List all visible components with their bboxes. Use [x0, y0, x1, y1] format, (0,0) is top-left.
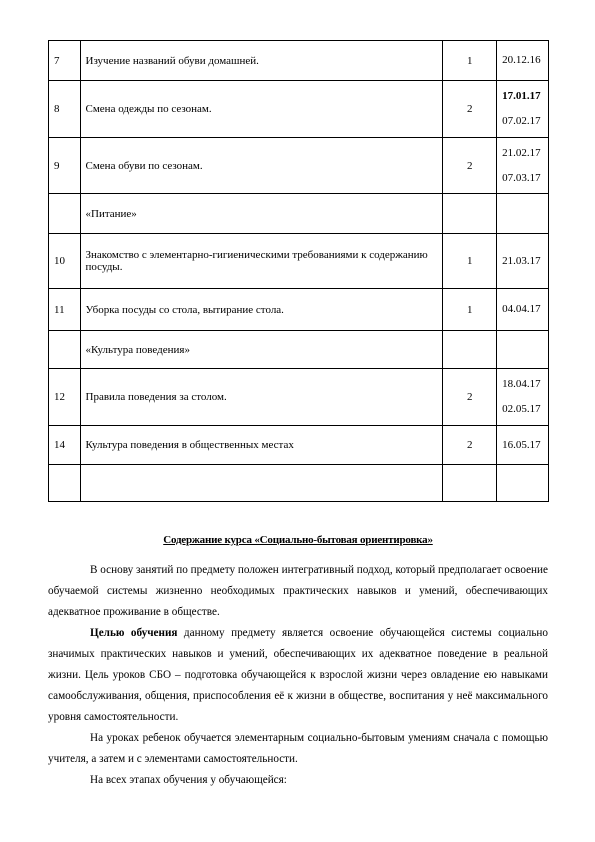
lesson-date: 04.04.17 — [502, 303, 541, 315]
paragraph-text: данному предмету является освоение обучающейся системы социально значимых практических навыков и умений, обеспечивающих их адекватное поведение в реальной жизни. Цель уроков СБО – подготовка обучающейся к взрослой жизни через овладение ею навыками самообслуживания, общения, приспособления её к жизни в обществе, воспитания у неё максимального уровня самостоятельности. — [48, 627, 548, 723]
lesson-title: Изучение названий обуви домашней. — [80, 41, 443, 81]
lesson-date: 07.03.17 — [502, 171, 541, 184]
lesson-number: 9 — [49, 138, 81, 194]
lesson-plan-table — [48, 40, 549, 502]
lesson-date: 17.01.17 — [502, 90, 541, 102]
paragraph: В основу занятий по предмету положен интегративный подход, который предполагает освоение обучаемой системы жизненно необходимых практических навыков и умений, обеспечивающих адекватное проживание в обществе. — [48, 564, 548, 618]
lesson-dates — [497, 289, 549, 331]
lesson-date: 16.05.17 — [502, 438, 541, 451]
lesson-date: 02.05.17 — [502, 403, 541, 415]
table-row — [49, 465, 549, 502]
paragraph: На всех этапах обучения у обучающейся: — [90, 774, 287, 786]
lesson-number: 7 — [49, 41, 81, 81]
lesson-dates — [497, 81, 549, 138]
lesson-title: Культура поведения в общественных местах — [80, 426, 443, 465]
lesson-date: 21.03.17 — [502, 254, 541, 267]
course-content-section — [48, 534, 548, 791]
lesson-date: 20.12.16 — [502, 54, 541, 66]
lesson-date: 07.02.17 — [502, 115, 541, 127]
lesson-hours: 1 — [443, 41, 497, 81]
lesson-hours: 2 — [443, 138, 497, 194]
section-title: «Питание» — [80, 194, 443, 234]
lesson-hours — [443, 465, 497, 502]
lesson-dates — [497, 426, 549, 465]
lesson-title: Знакомство с элементарно-гигиеническими требованиями к содержанию посуды. — [80, 234, 443, 289]
emphasis-text: Целью обучения — [90, 627, 178, 639]
lesson-number: 8 — [49, 81, 81, 138]
table-row — [49, 138, 549, 194]
lesson-number: 14 — [49, 426, 81, 465]
lesson-title: Правила поведения за столом. — [80, 369, 443, 426]
lesson-hours: 2 — [443, 369, 497, 426]
lesson-number: 11 — [49, 289, 81, 331]
table-row — [49, 289, 549, 331]
lesson-number — [49, 465, 81, 502]
table-row — [49, 41, 549, 81]
lesson-hours — [443, 194, 497, 234]
lesson-number: 12 — [49, 369, 81, 426]
section-title: «Культура поведения» — [80, 331, 443, 369]
lesson-dates — [497, 369, 549, 426]
lesson-hours: 2 — [443, 81, 497, 138]
lesson-date: 21.02.17 — [502, 146, 541, 159]
lesson-number — [49, 331, 81, 369]
lesson-date: 18.04.17 — [502, 378, 541, 390]
lesson-title: Смена одежды по сезонам. — [80, 81, 443, 138]
lesson-dates — [497, 234, 549, 289]
table-row — [49, 234, 549, 289]
lesson-title: Уборка посуды со стола, вытирание стола. — [80, 289, 443, 331]
lesson-dates — [497, 465, 549, 502]
table-row — [49, 81, 549, 138]
table-row — [49, 369, 549, 426]
lesson-hours: 1 — [443, 234, 497, 289]
lesson-number: 10 — [49, 234, 81, 289]
section-heading: Содержание курса «Социально-бытовая ориентировка» — [163, 534, 433, 546]
lesson-hours: 2 — [443, 426, 497, 465]
lesson-title — [80, 465, 443, 502]
paragraph: На уроках ребенок обучается элементарным социально-бытовым умениям сначала с помощью учителя, а затем и с элементами самостоятельности. — [48, 732, 548, 765]
paragraph — [48, 623, 548, 728]
table-row — [49, 331, 549, 369]
table-row — [49, 194, 549, 234]
table-row — [49, 426, 549, 465]
lesson-dates — [497, 194, 549, 234]
lesson-hours: 1 — [443, 289, 497, 331]
lesson-number — [49, 194, 81, 234]
lesson-dates — [497, 138, 549, 194]
lesson-dates — [497, 331, 549, 369]
lesson-dates — [497, 41, 549, 81]
lesson-title: Смена обуви по сезонам. — [80, 138, 443, 194]
lesson-hours — [443, 331, 497, 369]
